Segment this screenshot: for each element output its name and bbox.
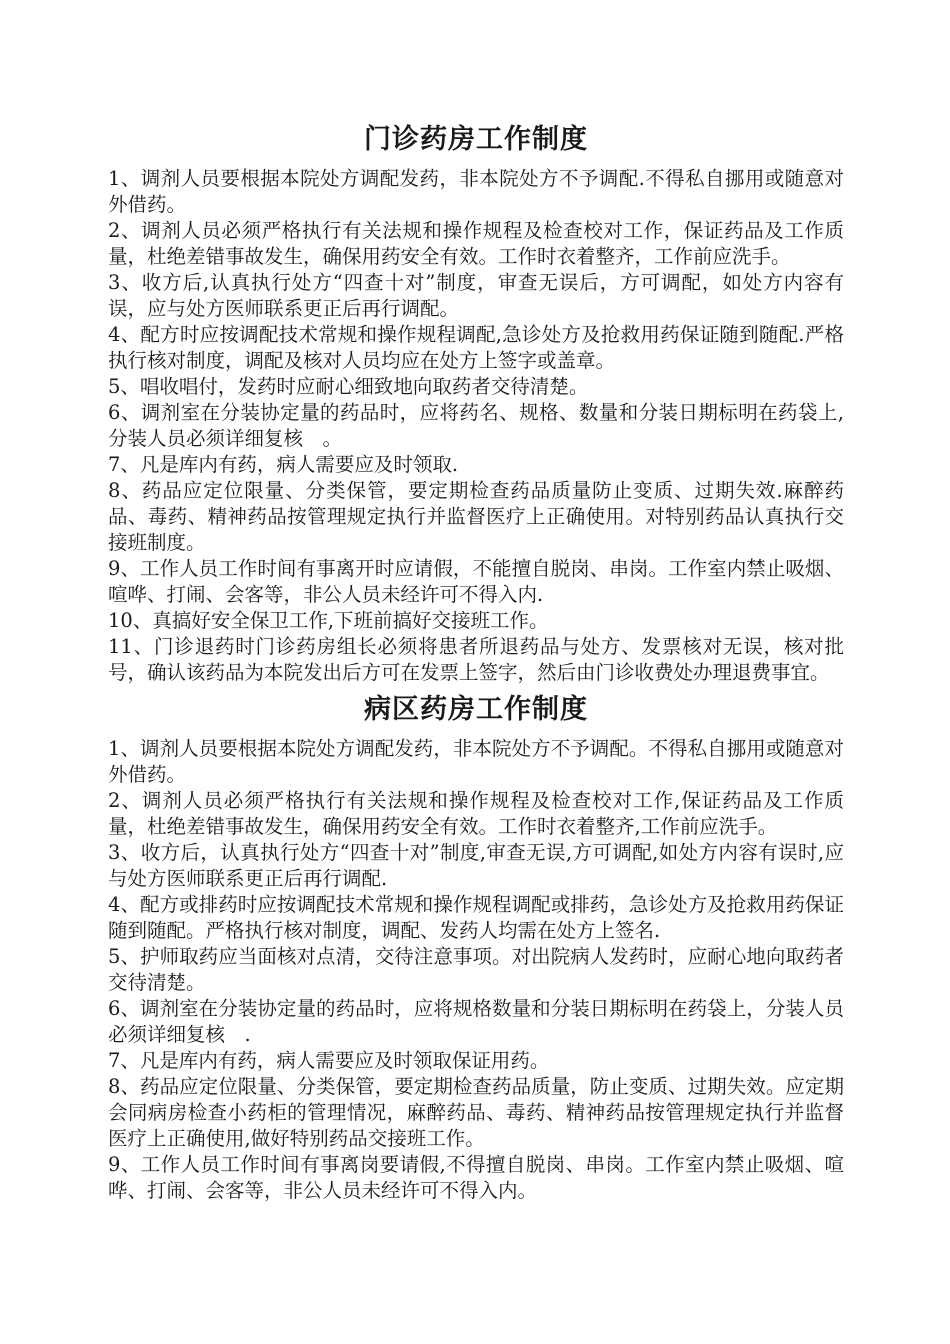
rule-item: 3、收方后，认真执行处方“四查十对”制度,审查无误,方可调配,如处方内容有误时,应与处方医师联系更正后再行调配. (108, 841, 844, 890)
rules-list-ward (108, 736, 844, 1204)
rule-item: 3、收方后,认真执行处方“四查十对”制度，审查无误后，方可调配，如处方内容有误，应与处方医师联系更正后再行调配。 (108, 271, 844, 320)
rule-item: 11、门诊退药时门诊药房组长必须将患者所退药品与处方、发票核对无误，核对批号，确认该药品为本院发出后方可在发票上签字，然后由门诊收费处办理退费事宜。 (108, 635, 844, 684)
rule-item: 6、调剂室在分装协定量的药品时，应将规格数量和分装日期标明在药袋上，分装人员必须详细复核 . (108, 997, 844, 1046)
rule-item: 8、药品应定位限量、分类保管，要定期检查药品质量防止变质、过期失效.麻醉药品、毒药、精神药品按管理规定执行并监督医疗上正确使用。对特别药品认真执行交接班制度。 (108, 479, 844, 554)
rule-item: 9、工作人员工作时间有事离岗要请假,不得擅自脱岗、串岗。工作室内禁止吸烟、喧哗、打闹、会客等，非公人员未经许可不得入内。 (108, 1153, 844, 1202)
rule-item: 10、真搞好安全保卫工作,下班前搞好交接班工作。 (108, 609, 549, 632)
rule-item: 8、药品应定位限量、分类保管，要定期检查药品质量，防止变质、过期失效。应定期会同病房检查小药柜的管理情况，麻醉药品、毒药、精神药品按管理规定执行并监督医疗上正确使用,做好特别药品交接班工作。 (108, 1075, 844, 1150)
rule-item: 5、唱收唱付，发药时应耐心细致地向取药者交待清楚。 (108, 375, 589, 398)
rule-item: 4、配方时应按调配技术常规和操作规程调配,急诊处方及抢救用药保证随到随配.严格执行核对制度，调配及核对人员均应在处方上签字或盖章。 (108, 323, 844, 372)
rule-item: 5、护师取药应当面核对点清，交待注意事项。对出院病人发药时，应耐心地向取药者交待清楚。 (108, 945, 844, 994)
rule-item: 4、配方或排药时应按调配技术常规和操作规程调配或排药，急诊处方及抢救用药保证随到随配。严格执行核对制度，调配、发药人均需在处方上签名. (108, 893, 844, 942)
rule-item: 9、工作人员工作时间有事离开时应请假，不能擅自脱岗、串岗。工作室内禁止吸烟、喧哗、打闹、会客等，非公人员未经许可不得入内. (108, 557, 844, 606)
rule-item: 2、调剂人员必须严格执行有关法规和操作规程及检查校对工作，保证药品及工作质量，杜绝差错事故发生，确保用药安全有效。工作时衣着整齐，工作前应洗手。 (108, 219, 844, 268)
rule-item: 7、凡是库内有药，病人需要应及时领取保证用药。 (108, 1049, 550, 1072)
rule-item: 1、调剂人员要根据本院处方调配发药，非本院处方不予调配.不得私自挪用或随意对外借药。 (108, 167, 844, 216)
rule-item: 1、调剂人员要根据本院处方调配发药，非本院处方不予调配。不得私自挪用或随意对外借药。 (108, 737, 844, 786)
rule-item: 6、调剂室在分装协定量的药品时，应将药名、规格、数量和分装日期标明在药袋上,分装人员必须详细复核 。 (108, 401, 844, 450)
section-title-ward: 病区药房工作制度 (364, 694, 588, 725)
rule-item: 2、调剂人员必须严格执行有关法规和操作规程及检查校对工作,保证药品及工作质量，杜绝差错事故发生，确保用药安全有效。工作时衣着整齐,工作前应洗手。 (108, 789, 844, 838)
document-page (108, 118, 844, 1204)
rules-list-outpatient (108, 166, 844, 686)
rule-item: 7、凡是库内有药，病人需要应及时领取. (108, 453, 459, 476)
section-title-outpatient: 门诊药房工作制度 (364, 124, 588, 155)
